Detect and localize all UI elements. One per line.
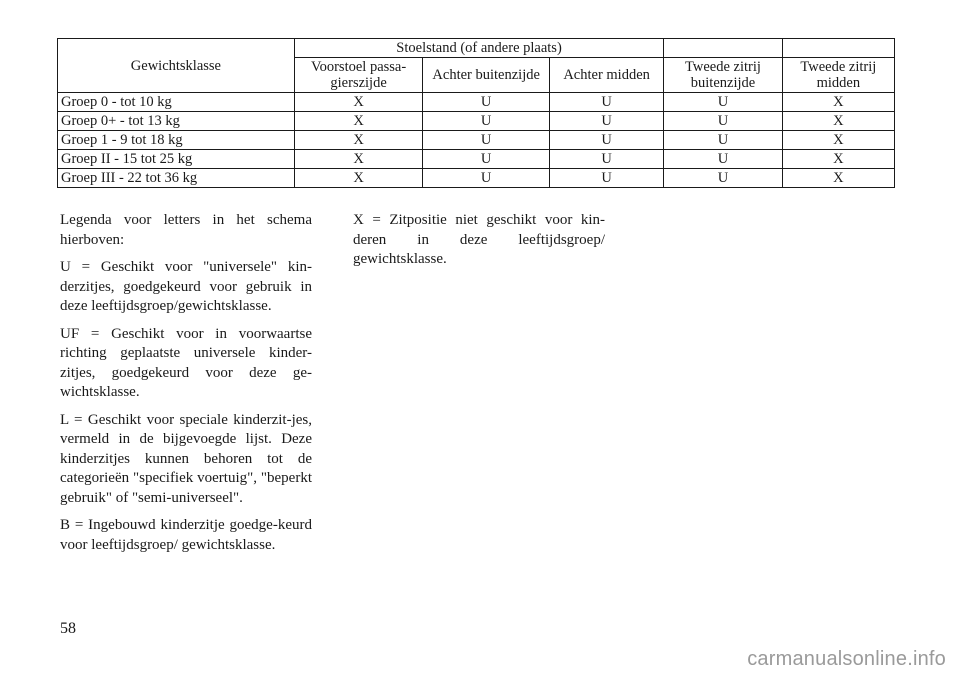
weight-group-cell: Groep 0+ - tot 13 kg — [58, 112, 295, 131]
suitability-cell: U — [423, 93, 550, 112]
suitability-cell: X — [294, 93, 423, 112]
suitability-cell: X — [294, 112, 423, 131]
page-number: 58 — [60, 620, 76, 637]
weight-group-cell: Groep 0 - tot 10 kg — [58, 93, 295, 112]
column-header — [423, 58, 550, 93]
legend-x: X = Zitpositie niet geschikt voor kin-deren in deze leeftijdsgroep/ gewichtsklasse. — [353, 212, 605, 267]
suitability-cell: X — [782, 169, 894, 188]
column-header — [664, 58, 782, 93]
column-header-line: Tweede zitrij — [800, 59, 877, 75]
child-seat-table — [57, 38, 895, 188]
suitability-cell: X — [782, 150, 894, 169]
column-header-line: Tweede zitrij — [685, 59, 761, 75]
suitability-cell: U — [549, 112, 663, 131]
suitability-cell: X — [782, 112, 894, 131]
watermark: carmanualsonline.info — [747, 648, 946, 670]
table-row — [58, 131, 895, 150]
suitability-cell: U — [664, 93, 782, 112]
suitability-cell: U — [549, 93, 663, 112]
suitability-cell: X — [782, 93, 894, 112]
legend-uf: UF = Geschikt voor in voorwaartse richting geplaatste universele kinder-zitjes, goedgekeurd voor deze ge-wichtsklasse. — [60, 325, 312, 400]
suitability-cell: U — [423, 131, 550, 150]
suitability-cell: U — [664, 169, 782, 188]
table-row — [58, 150, 895, 169]
header-empty-cell — [664, 39, 782, 58]
suitability-cell: U — [423, 112, 550, 131]
column-header-line: Voorstoel passa- — [311, 59, 407, 75]
column-header-line: gierszijde — [330, 75, 387, 91]
suitability-cell: X — [782, 131, 894, 150]
weight-group-cell: Groep III - 22 tot 36 kg — [58, 169, 295, 188]
suitability-cell: U — [664, 131, 782, 150]
column-header — [549, 58, 663, 93]
column-header — [782, 58, 894, 93]
legend-b: B = Ingebouwd kinderzitje goedge-keurd voor leeftijdsgroep/ gewichtsklasse. — [60, 517, 312, 553]
table-row — [58, 169, 895, 188]
legend-l: L = Geschikt voor speciale kinderzit-jes, vermeld in de bijgevoegde lijst. Deze kinderzitjes kunnen behoren tot de categorieën "specifiek voertuig", "beperkt gebruik" of "semi-universeel". — [60, 411, 312, 506]
suitability-cell: X — [294, 150, 423, 169]
header-weight-class: Gewichtsklasse — [58, 39, 295, 93]
legend-left-column — [60, 211, 312, 563]
column-header — [294, 58, 423, 93]
column-header-line: midden — [816, 75, 861, 91]
header-empty-cell — [782, 39, 894, 58]
suitability-cell: U — [423, 169, 550, 188]
suitability-cell: U — [664, 150, 782, 169]
suitability-cell: U — [423, 150, 550, 169]
suitability-cell: U — [664, 112, 782, 131]
table-row — [58, 112, 895, 131]
weight-group-cell: Groep 1 - 9 tot 18 kg — [58, 131, 295, 150]
suitability-cell: X — [294, 131, 423, 150]
legend-intro: Legenda voor letters in het schema hierboven: — [60, 212, 312, 248]
legend-right-column — [353, 211, 605, 278]
header-seat-position: Stoelstand (of andere plaats) — [294, 39, 664, 58]
suitability-cell: U — [549, 131, 663, 150]
weight-group-cell: Groep II - 15 tot 25 kg — [58, 150, 295, 169]
column-header-line: buitenzijde — [690, 75, 756, 91]
column-header-line: Achter midden — [563, 67, 650, 83]
suitability-cell: X — [294, 169, 423, 188]
legend-u: U = Geschikt voor "universele" kin-derzitjes, goedgekeurd voor gebruik in deze leeftijdsgroep/gewichtsklasse. — [60, 259, 312, 314]
suitability-cell: U — [549, 150, 663, 169]
table-row — [58, 93, 895, 112]
column-header-line: Achter buitenzijde — [432, 67, 540, 83]
suitability-cell: U — [549, 169, 663, 188]
